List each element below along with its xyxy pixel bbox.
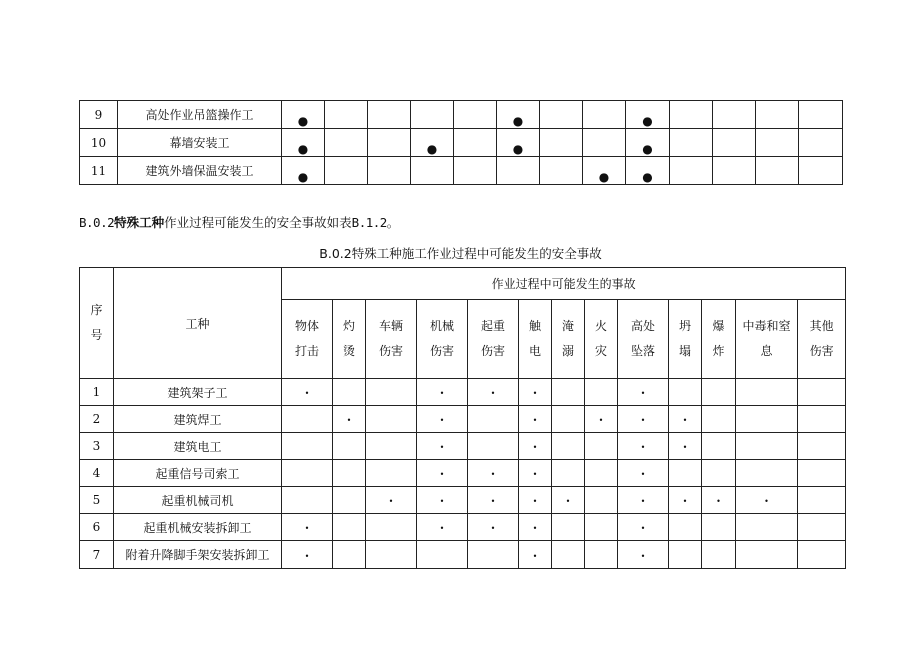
accident-cell — [713, 101, 756, 129]
mark-dot: • — [640, 470, 646, 479]
mark-dot: • — [346, 416, 352, 425]
accident-cell — [366, 514, 417, 541]
accident-cell — [333, 487, 366, 514]
mark-dot: • — [532, 524, 538, 533]
top-table-row — [80, 157, 843, 185]
accident-label-line1: 坍 — [678, 319, 691, 333]
accident-label-line2: 烫 — [342, 344, 355, 358]
accident-type-header — [333, 300, 366, 379]
accident-cell — [626, 129, 670, 157]
accident-cell — [540, 157, 583, 185]
mark-dot: • — [532, 497, 538, 506]
accident-cell — [366, 433, 417, 460]
mark-dot: • — [490, 470, 496, 479]
header-no-line1: 序 — [90, 303, 103, 317]
accident-cell — [325, 101, 368, 129]
accident-cell — [497, 157, 540, 185]
accident-cell — [497, 129, 540, 157]
accident-cell — [702, 460, 736, 487]
accident-cell — [519, 460, 552, 487]
mark-dot: ● — [297, 114, 309, 128]
accident-cell — [417, 514, 468, 541]
accident-cell — [669, 541, 702, 569]
accident-cell — [366, 487, 417, 514]
accident-cell — [411, 129, 454, 157]
accident-label-line2: 打击 — [294, 344, 319, 358]
accident-cell — [736, 460, 798, 487]
accident-cell — [366, 379, 417, 406]
accident-cell — [702, 514, 736, 541]
mark-dot: • — [532, 389, 538, 398]
row-number: 7 — [80, 541, 114, 569]
accident-cell — [519, 379, 552, 406]
trade-row — [80, 460, 846, 487]
accident-cell — [468, 487, 519, 514]
accident-cell — [519, 541, 552, 569]
mark-dot: ● — [598, 170, 610, 184]
accident-cell — [468, 541, 519, 569]
mark-dot: • — [640, 416, 646, 425]
section-paragraph — [79, 213, 399, 231]
accident-label-line1: 中毒和窒 — [742, 319, 791, 333]
mark-dot: • — [490, 524, 496, 533]
accident-cell — [756, 101, 799, 129]
accident-cell — [618, 541, 669, 569]
accident-cell — [519, 487, 552, 514]
accident-label-line2: 电 — [528, 344, 541, 358]
mark-dot: ● — [426, 142, 438, 156]
accident-cell — [798, 406, 846, 433]
row-number: 6 — [80, 514, 114, 541]
accident-cell — [282, 379, 333, 406]
accident-cell — [736, 514, 798, 541]
accident-cell — [702, 433, 736, 460]
accident-cell — [736, 541, 798, 569]
accident-cell — [519, 514, 552, 541]
accident-label-line1: 起重 — [480, 319, 505, 333]
accident-cell — [669, 460, 702, 487]
accident-cell — [669, 406, 702, 433]
accident-cell — [798, 514, 846, 541]
mark-dot: • — [532, 470, 538, 479]
mark-dot: • — [640, 524, 646, 533]
accident-cell — [618, 487, 669, 514]
accident-cell — [282, 157, 325, 185]
mark-dot: • — [439, 416, 445, 425]
accident-cell — [736, 379, 798, 406]
accident-type-header — [519, 300, 552, 379]
accident-cell — [702, 379, 736, 406]
accident-label-line2: 坠落 — [630, 344, 655, 358]
trade-row — [80, 514, 846, 541]
accident-cell — [585, 460, 618, 487]
accident-cell — [756, 129, 799, 157]
accident-label-line1: 高处 — [630, 319, 655, 333]
accident-cell — [417, 406, 468, 433]
accident-type-header — [669, 300, 702, 379]
accident-cell — [366, 406, 417, 433]
accident-label-line1: 火 — [594, 319, 607, 333]
trade-row — [80, 541, 846, 569]
work-type-name: 高处作业吊篮操作工 — [118, 101, 282, 129]
accident-cell — [798, 460, 846, 487]
accident-cell — [552, 460, 585, 487]
accident-type-header — [282, 300, 333, 379]
accident-label-line1: 其他 — [809, 319, 834, 333]
accident-cell — [798, 487, 846, 514]
work-type-name: 建筑电工 — [114, 433, 282, 460]
accident-cell — [799, 157, 843, 185]
accident-cell — [585, 514, 618, 541]
mark-dot: • — [682, 443, 688, 452]
accident-cell — [583, 129, 626, 157]
accident-label-line2: 炸 — [712, 344, 725, 358]
mark-dot: ● — [512, 142, 524, 156]
accident-cell — [454, 129, 497, 157]
accident-cell — [333, 406, 366, 433]
accident-cell — [325, 157, 368, 185]
accident-label-line2: 灾 — [594, 344, 607, 358]
accident-cell — [736, 406, 798, 433]
accident-label-line2: 伤害 — [378, 344, 403, 358]
mark-dot: • — [304, 551, 310, 561]
accident-cell — [540, 101, 583, 129]
accident-cell — [702, 487, 736, 514]
accident-cell — [552, 487, 585, 514]
trade-row — [80, 487, 846, 514]
accident-cell — [702, 406, 736, 433]
accident-label-line2: 息 — [760, 344, 773, 358]
top-accident-table — [79, 100, 843, 185]
accident-cell — [618, 433, 669, 460]
mark-dot: • — [598, 416, 604, 425]
mark-dot: ● — [297, 170, 309, 184]
mark-dot: • — [532, 443, 538, 452]
accident-cell — [552, 541, 585, 569]
mark-dot: • — [439, 524, 445, 533]
accident-cell — [736, 487, 798, 514]
accident-cell — [585, 541, 618, 569]
mark-dot: • — [640, 497, 646, 506]
accident-cell — [585, 406, 618, 433]
accident-cell — [417, 460, 468, 487]
accident-type-header — [552, 300, 585, 379]
mark-dot: • — [565, 497, 571, 506]
accident-cell — [626, 157, 670, 185]
accident-cell — [368, 101, 411, 129]
accident-cell — [366, 460, 417, 487]
row-number: 9 — [80, 101, 118, 129]
accident-cell — [756, 157, 799, 185]
header-accident-group: 作业过程中可能发生的事故 — [282, 268, 846, 300]
accident-cell — [417, 541, 468, 569]
accident-label-line1: 车辆 — [378, 319, 403, 333]
mark-dot: • — [640, 389, 646, 398]
accident-cell — [702, 541, 736, 569]
paragraph-table-ref: B.1.2。 — [351, 215, 399, 230]
table-caption: B.0.2特殊工种施工作业过程中可能发生的安全事故 — [319, 246, 602, 261]
row-number: 2 — [80, 406, 114, 433]
accident-cell — [468, 379, 519, 406]
accident-cell — [618, 514, 669, 541]
special-trades-accident-table — [79, 267, 846, 569]
accident-cell — [670, 129, 713, 157]
accident-label-line1: 淹 — [561, 319, 574, 333]
row-number: 1 — [80, 379, 114, 406]
accident-label-line1: 物体 — [294, 319, 319, 333]
accident-label-line2: 伤害 — [809, 344, 834, 358]
top-table-row — [80, 101, 843, 129]
mark-dot: ● — [642, 114, 653, 128]
accident-cell — [325, 129, 368, 157]
mark-dot: • — [682, 416, 688, 425]
row-number: 4 — [80, 460, 114, 487]
trade-row — [80, 406, 846, 433]
row-number: 10 — [80, 129, 118, 157]
mark-dot: ● — [642, 170, 653, 184]
mark-dot: • — [682, 497, 688, 506]
accident-cell — [282, 406, 333, 433]
accident-cell — [713, 157, 756, 185]
row-number: 5 — [80, 487, 114, 514]
accident-label-line1: 机械 — [429, 319, 454, 333]
accident-cell — [583, 157, 626, 185]
accident-cell — [454, 157, 497, 185]
trade-row — [80, 433, 846, 460]
mark-dot: • — [439, 443, 445, 452]
accident-label-line2: 伤害 — [480, 344, 505, 358]
accident-cell — [333, 541, 366, 569]
accident-cell — [552, 406, 585, 433]
accident-label-line1: 灼 — [342, 319, 355, 333]
mark-dot: • — [490, 389, 496, 398]
accident-cell — [411, 157, 454, 185]
accident-cell — [670, 101, 713, 129]
accident-cell — [799, 129, 843, 157]
accident-cell — [540, 129, 583, 157]
accident-cell — [669, 514, 702, 541]
header-no — [80, 268, 114, 379]
accident-cell — [282, 487, 333, 514]
accident-label-line2: 伤害 — [429, 344, 454, 358]
mark-dot: • — [439, 497, 445, 506]
accident-type-header — [798, 300, 846, 379]
accident-cell — [368, 157, 411, 185]
accident-cell — [799, 101, 843, 129]
header-work-type: 工种 — [114, 268, 282, 379]
accident-cell — [669, 487, 702, 514]
accident-cell — [669, 433, 702, 460]
accident-cell — [497, 101, 540, 129]
top-table-row — [80, 129, 843, 157]
accident-cell — [670, 157, 713, 185]
mark-dot: • — [764, 497, 769, 506]
mark-dot: • — [532, 416, 538, 425]
accident-cell — [366, 541, 417, 569]
accident-cell — [454, 101, 497, 129]
accident-cell — [333, 379, 366, 406]
work-type-name: 建筑外墙保温安装工 — [118, 157, 282, 185]
mark-dot: ● — [297, 142, 309, 156]
accident-label-line1: 触 — [528, 319, 541, 333]
accident-cell — [583, 101, 626, 129]
mark-dot: • — [304, 389, 310, 398]
accident-cell — [282, 460, 333, 487]
accident-cell — [519, 433, 552, 460]
accident-cell — [468, 514, 519, 541]
accident-type-header — [702, 300, 736, 379]
accident-cell — [618, 406, 669, 433]
accident-cell — [417, 379, 468, 406]
accident-cell — [798, 433, 846, 460]
accident-cell — [626, 101, 670, 129]
accident-cell — [282, 101, 325, 129]
accident-cell — [585, 379, 618, 406]
accident-cell — [282, 541, 333, 569]
mark-dot: • — [640, 551, 646, 561]
accident-type-header — [618, 300, 669, 379]
accident-cell — [468, 406, 519, 433]
work-type-name: 建筑焊工 — [114, 406, 282, 433]
accident-type-header — [585, 300, 618, 379]
accident-cell — [618, 379, 669, 406]
accident-cell — [552, 379, 585, 406]
accident-cell — [468, 433, 519, 460]
mark-dot: • — [304, 524, 310, 533]
mark-dot: • — [439, 389, 445, 398]
accident-label-line2: 溺 — [561, 344, 574, 358]
row-number: 11 — [80, 157, 118, 185]
mark-dot: • — [439, 470, 445, 479]
accident-cell — [585, 433, 618, 460]
mark-dot: • — [532, 551, 538, 561]
accident-cell — [333, 433, 366, 460]
accident-cell — [282, 433, 333, 460]
paragraph-middle: 作业过程可能发生的安全事故如表 — [164, 215, 352, 230]
accident-cell — [468, 460, 519, 487]
accident-cell — [736, 433, 798, 460]
paragraph-bold-term: 特殊工种 — [114, 215, 165, 230]
mark-dot: • — [716, 497, 721, 506]
accident-cell — [552, 433, 585, 460]
accident-cell — [585, 487, 618, 514]
mark-dot: • — [640, 443, 646, 452]
mark-dot: ● — [512, 114, 524, 128]
work-type-name: 幕墙安装工 — [118, 129, 282, 157]
accident-cell — [798, 541, 846, 569]
mark-dot: • — [490, 497, 496, 506]
accident-cell — [552, 514, 585, 541]
mark-dot: ● — [642, 142, 653, 156]
accident-cell — [411, 101, 454, 129]
mark-dot: • — [388, 497, 394, 506]
accident-label-line1: 爆 — [712, 319, 725, 333]
work-type-name: 附着升降脚手架安装拆卸工 — [114, 541, 282, 569]
accident-cell — [333, 460, 366, 487]
work-type-name: 建筑架子工 — [114, 379, 282, 406]
work-type-name: 起重机械安装拆卸工 — [114, 514, 282, 541]
accident-cell — [618, 460, 669, 487]
accident-cell — [669, 379, 702, 406]
accident-type-header — [468, 300, 519, 379]
accident-cell — [282, 129, 325, 157]
accident-cell — [713, 129, 756, 157]
accident-label-line2: 塌 — [678, 344, 691, 358]
work-type-name: 起重机械司机 — [114, 487, 282, 514]
accident-cell — [519, 406, 552, 433]
accident-cell — [798, 379, 846, 406]
row-number: 3 — [80, 433, 114, 460]
work-type-name: 起重信号司索工 — [114, 460, 282, 487]
accident-type-header — [736, 300, 798, 379]
header-no-line2: 号 — [90, 328, 103, 342]
accident-cell — [282, 514, 333, 541]
trade-row — [80, 379, 846, 406]
accident-cell — [333, 514, 366, 541]
accident-type-header — [366, 300, 417, 379]
accident-type-header — [417, 300, 468, 379]
accident-cell — [368, 129, 411, 157]
accident-cell — [417, 433, 468, 460]
paragraph-prefix: B.0.2 — [79, 215, 115, 230]
accident-cell — [417, 487, 468, 514]
